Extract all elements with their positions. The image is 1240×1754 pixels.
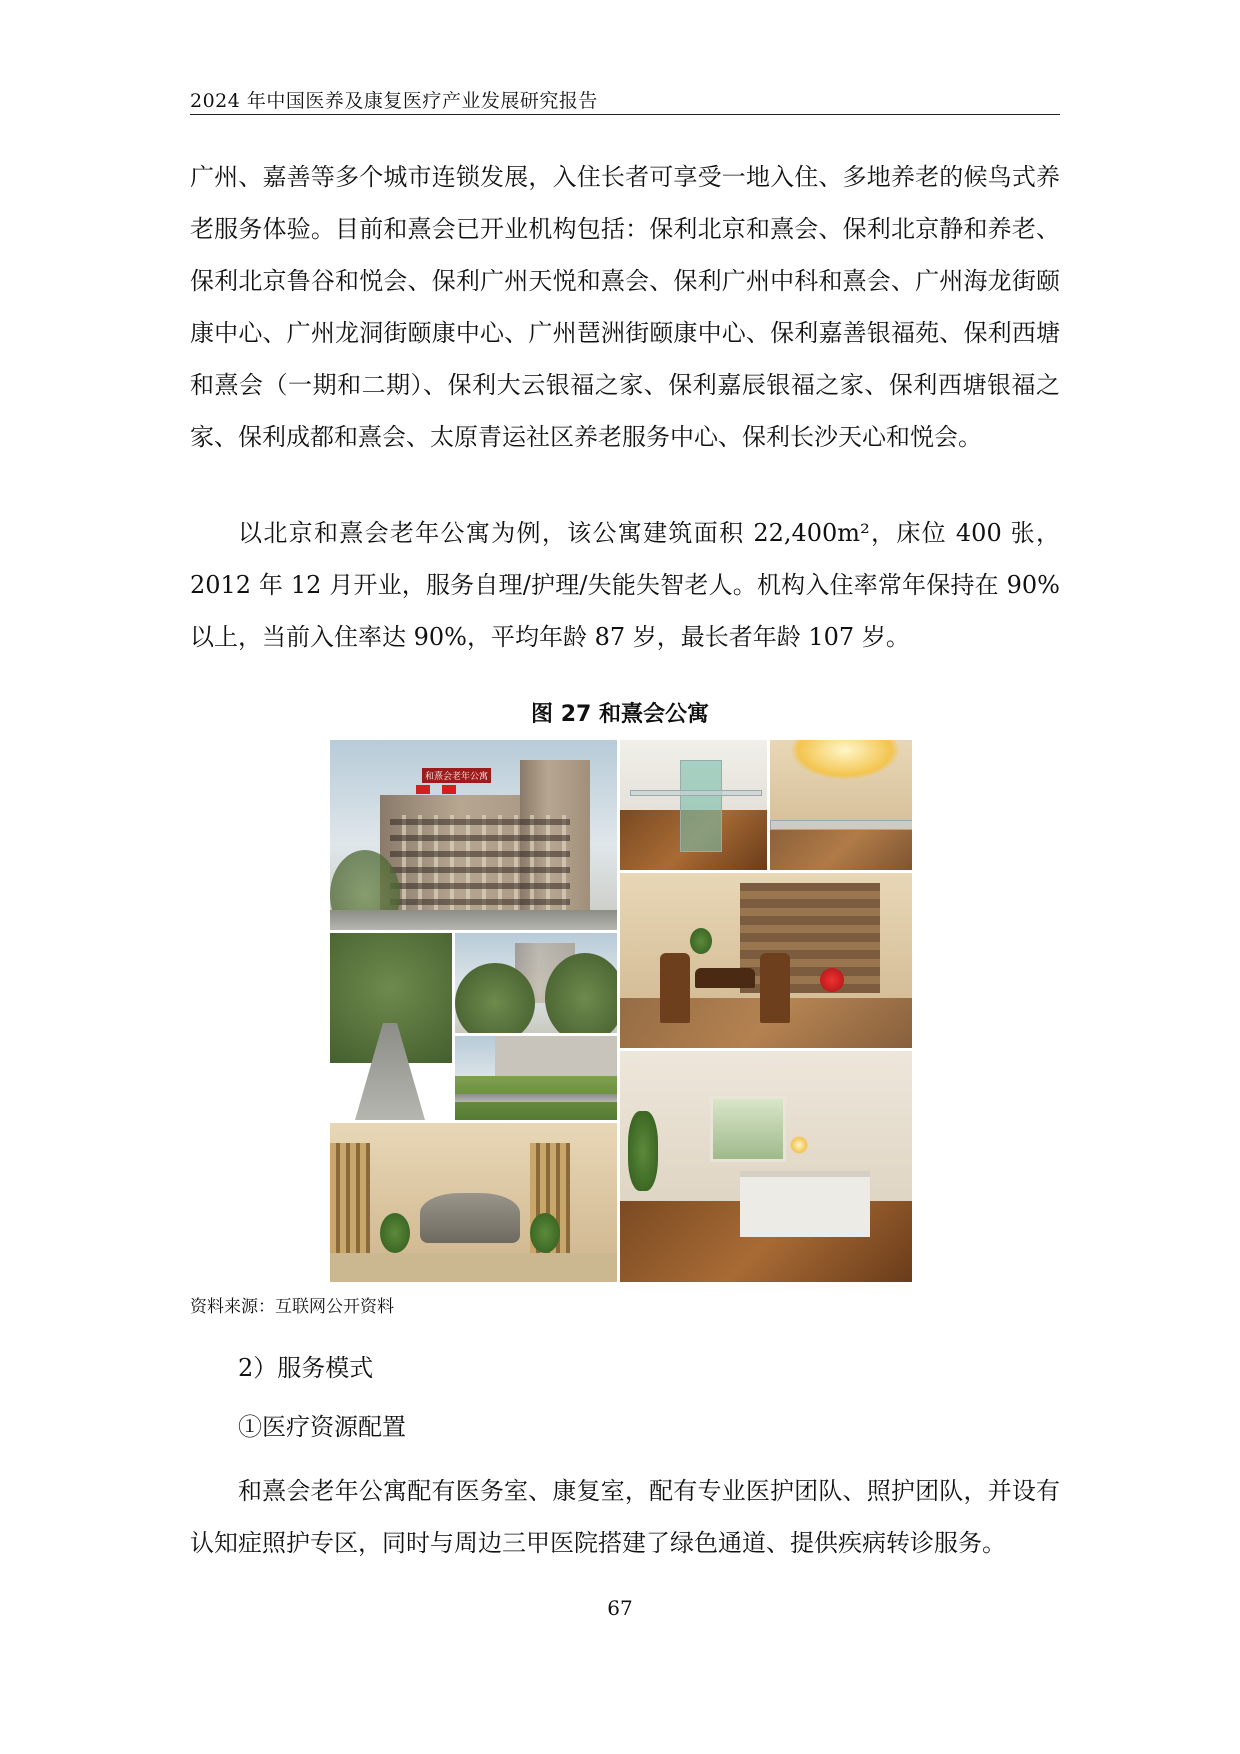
photo-courtyard	[455, 1036, 617, 1120]
photo-atrium-lobby	[770, 740, 912, 870]
paragraph-facilities: 广州、嘉善等多个城市连锁发展，入住长者可享受一地入住、多地养老的候鸟式养老服务体验。目前和熹会已开业机构包括：保利北京和熹会、保利北京静和养老、保利北京鲁谷和悦会、保利广州天悦和熹会、保利广州中科和熹会、广州海龙街颐康中心、广州龙洞街颐康中心、广州琶洲街颐康中心、保利嘉善银福苑、保利西塘和熹会（一期和二期）、保利大云银福之家、保利嘉辰银福之家、保利西塘银福之家、保利成都和熹会、太原青运社区养老服务中心、保利长沙天心和悦会。	[190, 163, 1060, 451]
photo-building-exterior	[330, 740, 617, 930]
paragraph-beijing-example: 以北京和熹会老年公寓为例，该公寓建筑面积 22,400m²，床位 400 张，2012 年 12 月开业，服务自理/护理/失能失智老人。机构入住率常年保持在 90%以上，当前入住率达 90%，平均年龄 87 岁，最长者年龄 107 岁。	[190, 519, 1060, 651]
page-number: 67	[607, 1596, 633, 1620]
figure-photo-collage	[330, 740, 912, 1282]
paragraph-medical-resources: 和熹会老年公寓配有医务室、康复室，配有专业医护团队、照护团队，并设有认知症照护专区，同时与周边三甲医院搭建了绿色通道、提供疾病转诊服务。	[190, 1477, 1060, 1557]
building-sign: 和熹会老年公寓	[422, 768, 491, 783]
subsection-heading-medical-resources: ①医疗资源配置	[238, 1413, 406, 1441]
section-heading-service-model: 2）服务模式	[238, 1354, 374, 1382]
flag-icon	[442, 785, 456, 794]
photo-bedroom	[620, 1051, 912, 1282]
running-header: 2024 年中国医养及康复医疗产业发展研究报告	[190, 90, 598, 112]
header-rule	[190, 114, 1060, 115]
flag-icon	[416, 785, 430, 794]
photo-lounge-room	[620, 873, 912, 1048]
photo-garden-path	[330, 933, 452, 1120]
photo-reception-lobby	[330, 1123, 617, 1282]
photo-ramp-interior	[620, 740, 767, 870]
figure-title: 图 27 和熹会公寓	[531, 702, 709, 727]
photo-trees-building	[455, 933, 617, 1033]
figure-source: 资料来源：互联网公开资料	[190, 1297, 394, 1317]
